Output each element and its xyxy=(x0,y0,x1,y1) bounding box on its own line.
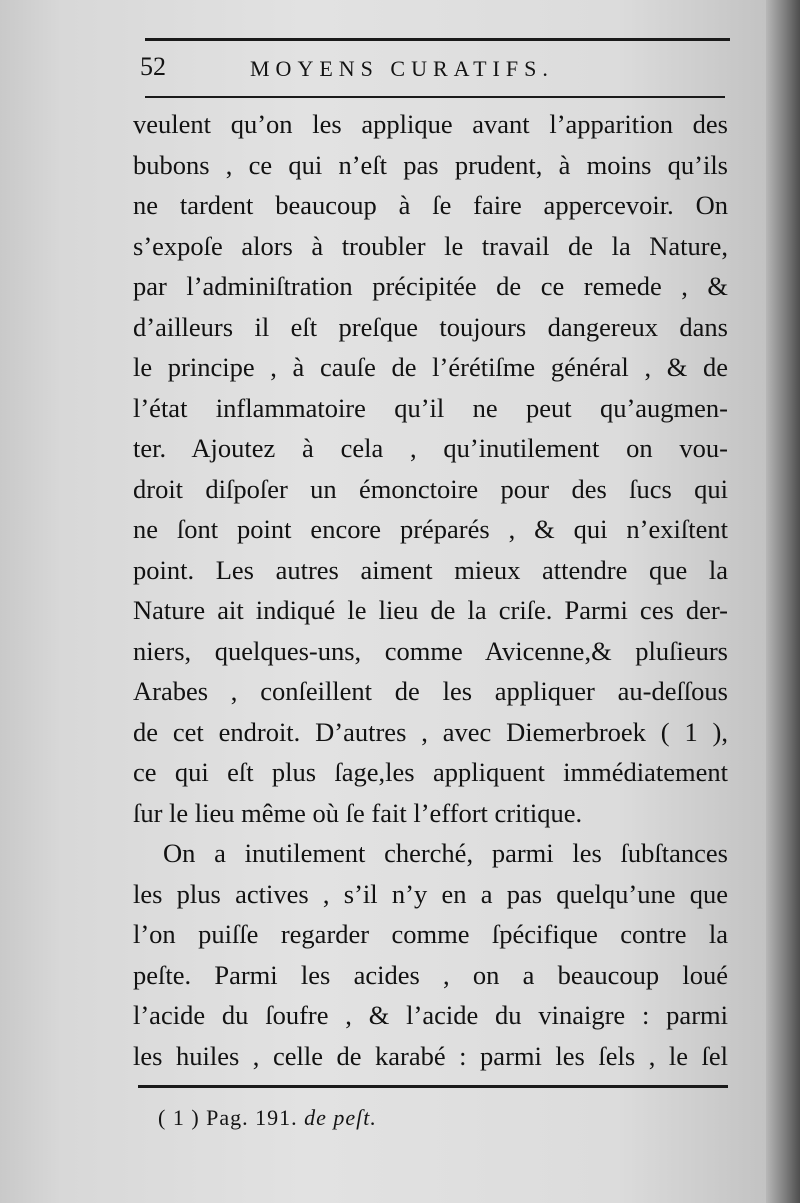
text-line: ſur le lieu même où ſe fait l’effort critique. xyxy=(133,797,583,828)
text-line: les huiles , celle de karabé : parmi les ſels , le ſel xyxy=(133,1040,728,1071)
text-line: d’ailleurs il eſt preſque toujours dangereux dans xyxy=(133,311,728,342)
text-line: l’on puiſſe regarder comme ſpécifique contre la xyxy=(133,919,728,949)
text-line: bubons , ce qui n’eſt pas prudent, à moins qu’ils xyxy=(133,149,728,180)
text-line: par l’adminiſtration précipitée de ce remede , & xyxy=(133,271,728,301)
footnote-reference: de peſt. xyxy=(304,1105,377,1130)
text-line: de cet endroit. D’autres , avec Diemerbroek ( 1 ), xyxy=(133,716,728,747)
text-line: ne tardent beaucoup à ſe faire appercevoir. On xyxy=(133,190,728,220)
running-head: MOYENS CURATIFS. xyxy=(250,56,554,81)
text-line: s’expoſe alors à troubler le travail de la Nature, xyxy=(133,230,728,261)
text-line: ne ſont point encore préparés , & qui n’exiſtent xyxy=(133,514,728,544)
text-line: ce qui eſt plus ſage,les appliquent immédiatement xyxy=(133,757,728,787)
text-line: Nature ait indiqué le lieu de la criſe. Parmi ces der- xyxy=(133,595,728,625)
header-rule-top xyxy=(145,38,730,41)
text-line: niers, quelques-uns, comme Avicenne,& pluſieurs xyxy=(133,635,728,666)
text-line: veulent qu’on les applique avant l’apparition des xyxy=(133,109,728,139)
text-line: droit diſpoſer un émonctoire pour des ſucs qui xyxy=(133,473,728,504)
text-line: point. Les autres aiment mieux attendre que la xyxy=(133,554,728,585)
page-number: 52 xyxy=(140,52,166,81)
header-rule-bottom xyxy=(145,96,725,98)
text-line: peſte. Parmi les acides , on a beaucoup loué xyxy=(133,959,728,990)
footnote-rule xyxy=(138,1085,728,1088)
text-line: ter. Ajoutez à cela , qu’inutilement on vou- xyxy=(133,433,728,463)
page-edge-shadow xyxy=(766,0,800,1203)
text-line: l’acide du ſoufre , & l’acide du vinaigre : parmi xyxy=(133,1000,728,1030)
text-line: l’état inflammatoire qu’il ne peut qu’augmen- xyxy=(133,392,728,423)
text-line: le principe , à cauſe de l’érétiſme général , & de xyxy=(133,352,728,382)
footnote xyxy=(158,1105,377,1131)
text-line: Arabes , conſeillent de les appliquer au-deſſous xyxy=(133,676,728,706)
body-text xyxy=(133,104,728,1076)
text-line: les plus actives , s’il n’y en a pas quelqu’une que xyxy=(133,878,728,909)
text-line: On a inutilement cherché, parmi les ſubſtances xyxy=(163,838,728,868)
footnote-marker: ( 1 ) Pag. 191. xyxy=(158,1105,298,1130)
